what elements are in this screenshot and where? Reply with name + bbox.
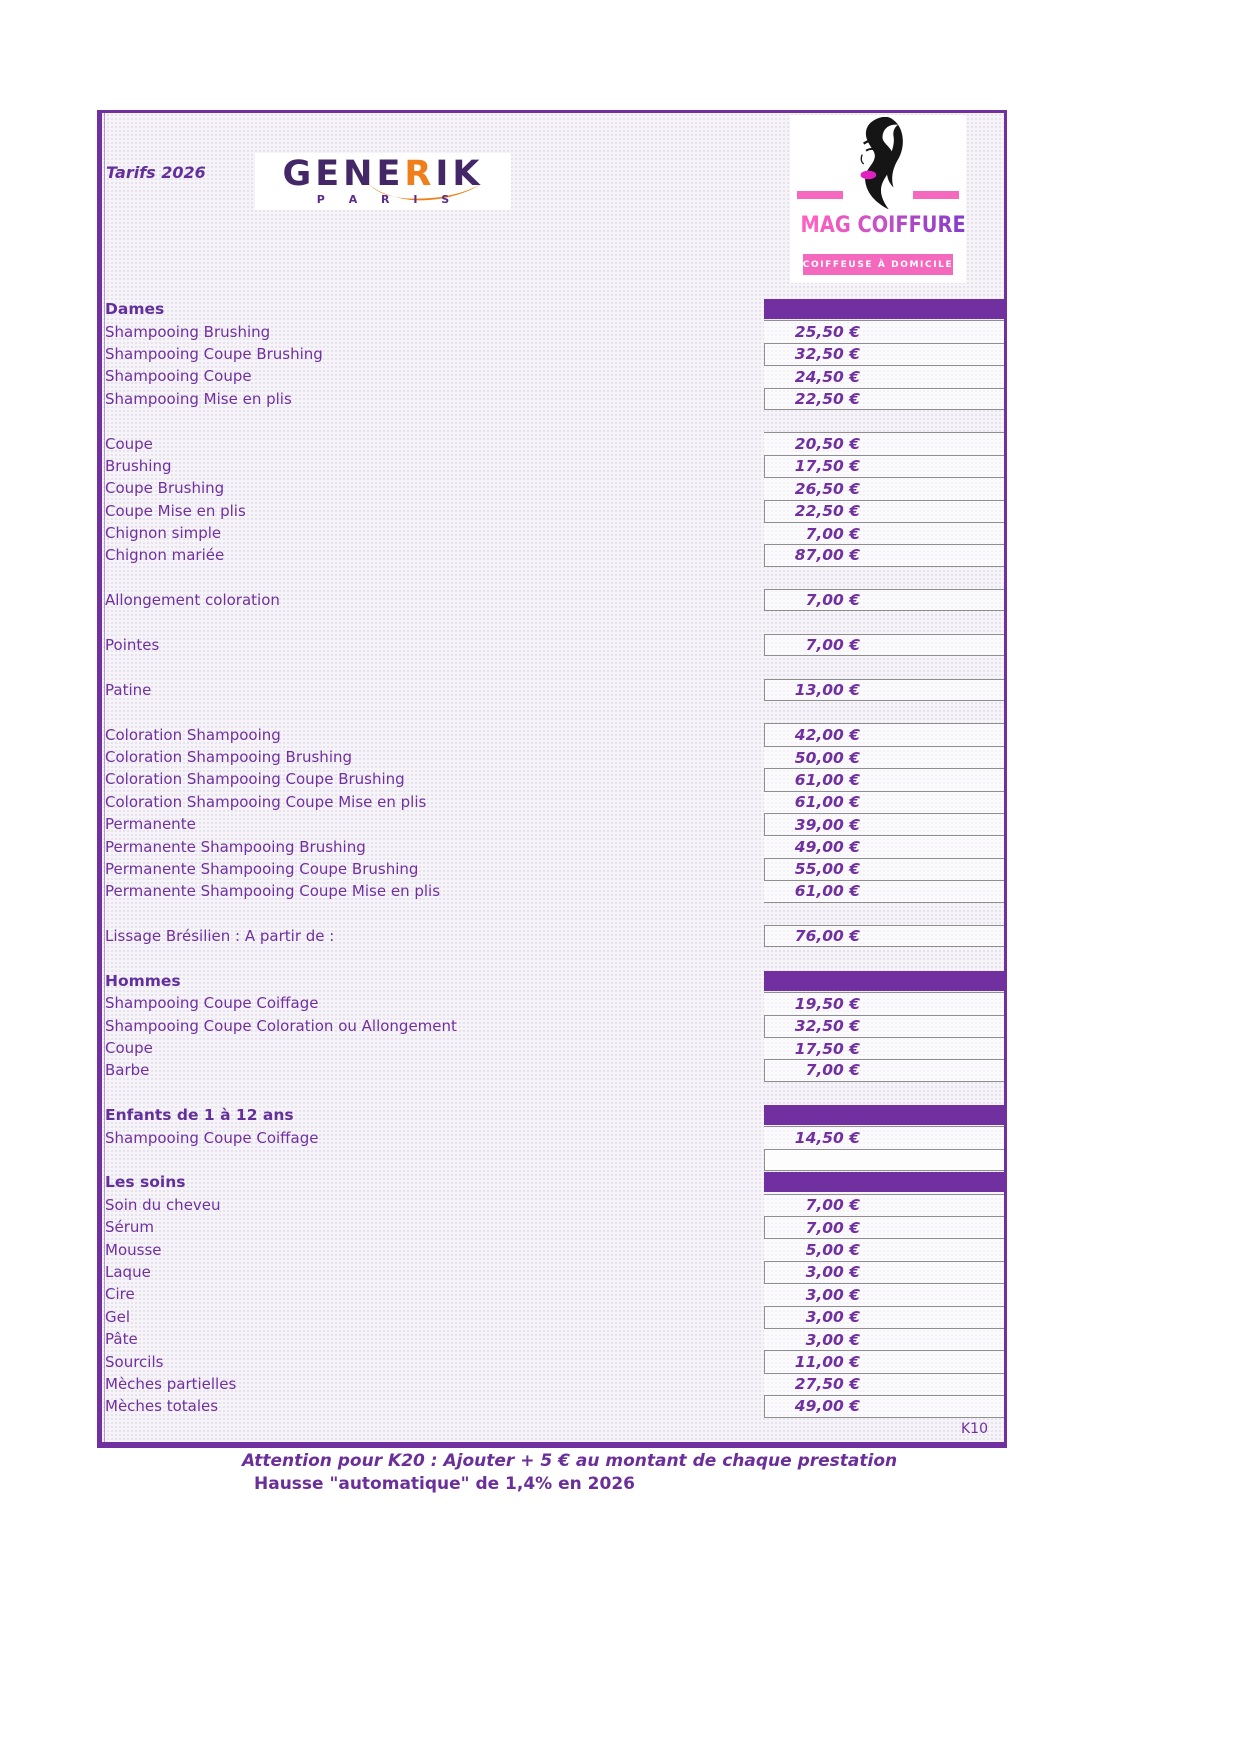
- price-row: [102, 880, 1004, 902]
- price-column: [764, 656, 1004, 678]
- spacer-row: [102, 611, 1004, 633]
- price-row: [102, 388, 1004, 410]
- price-cell: [764, 1395, 1004, 1417]
- price-value: 42,00 €: [794, 726, 860, 745]
- price-row: [102, 1216, 1004, 1238]
- price-column: [764, 522, 1004, 544]
- woman-silhouette-icon: [834, 117, 920, 211]
- price-cell: [764, 500, 1004, 522]
- price-column: [764, 1149, 1004, 1171]
- mag-coiffure-logo: [790, 115, 966, 283]
- price-table-rows: [102, 298, 1004, 1440]
- price-column: [764, 611, 1004, 633]
- price-column: [764, 746, 1004, 768]
- mag-wordmark-letter: F: [908, 213, 922, 238]
- price-row: [102, 1126, 1004, 1148]
- price-row: [102, 365, 1004, 387]
- price-value: 20,50 €: [794, 435, 860, 454]
- tariff-sheet: [97, 110, 1007, 1448]
- price-value: 87,00 €: [794, 546, 860, 565]
- price-column: [764, 1037, 1004, 1059]
- price-column: [764, 567, 1004, 589]
- service-label: [102, 567, 764, 589]
- price-column: [764, 634, 1004, 656]
- section-title: Dames: [105, 300, 165, 319]
- price-column: [764, 298, 1004, 320]
- price-column: [764, 1059, 1004, 1081]
- price-column: [764, 925, 1004, 947]
- price-column: [764, 1283, 1004, 1305]
- section-bar: [764, 1172, 1004, 1192]
- service-label: Permanente Shampooing Brushing: [105, 837, 366, 856]
- price-column: [764, 947, 1004, 969]
- price-value: 7,00 €: [805, 1218, 860, 1237]
- price-cell: [764, 813, 1004, 835]
- price-row: [102, 1261, 1004, 1283]
- service-label: Permanente Shampooing Coupe Mise en plis: [105, 882, 441, 901]
- service-label: Mèches totales: [105, 1397, 219, 1416]
- price-row: [102, 791, 1004, 813]
- price-column: [764, 320, 1004, 342]
- price-column: [764, 477, 1004, 499]
- price-value: 14,50 €: [794, 1129, 860, 1148]
- empty-cell-row: [102, 1149, 1004, 1171]
- price-column: [764, 1216, 1004, 1238]
- price-row: [102, 746, 1004, 768]
- mag-wordmark-letter: I: [888, 213, 896, 238]
- spacer-row: [102, 410, 1004, 432]
- price-row: [102, 500, 1004, 522]
- price-value: 3,00 €: [805, 1308, 860, 1327]
- price-value: 3,00 €: [805, 1285, 860, 1304]
- generik-logo: [255, 153, 511, 210]
- price-column: [764, 1104, 1004, 1126]
- spacer-row: [102, 903, 1004, 925]
- price-cell: [764, 1328, 1004, 1350]
- price-cell: [764, 880, 1004, 902]
- price-value: 24,50 €: [794, 367, 860, 386]
- price-cell: [764, 1261, 1004, 1283]
- price-row: [102, 723, 1004, 745]
- section-title: Hommes: [105, 971, 181, 990]
- service-label: [102, 1082, 764, 1104]
- service-label: Coupe Brushing: [105, 479, 225, 498]
- service-label: [102, 701, 764, 723]
- price-cell: [764, 1015, 1004, 1037]
- price-cell: [764, 432, 1004, 454]
- price-row: [102, 477, 1004, 499]
- price-value: 19,50 €: [794, 994, 860, 1013]
- price-row: [102, 320, 1004, 342]
- price-value: 50,00 €: [794, 748, 860, 767]
- price-column: [764, 1238, 1004, 1260]
- price-value: 17,50 €: [794, 457, 860, 476]
- section-row: [102, 1104, 1004, 1126]
- page-title: Tarifs 2026: [106, 163, 206, 182]
- mag-left-bar: [797, 191, 843, 199]
- service-label: Permanente Shampooing Coupe Brushing: [105, 859, 419, 878]
- service-label: Barbe: [105, 1061, 150, 1080]
- service-label: Shampooing Coupe: [105, 367, 252, 386]
- footnote-k20: Attention pour K20 : Ajouter + 5 € au montant de chaque prestation: [242, 1451, 898, 1471]
- price-column: [764, 1194, 1004, 1216]
- service-label: [102, 1149, 764, 1171]
- price-column: [764, 858, 1004, 880]
- generik-wordmark-pre: GENE: [282, 154, 405, 194]
- price-cell: [764, 1306, 1004, 1328]
- mag-wordmark: [800, 213, 966, 238]
- price-row: [102, 1373, 1004, 1395]
- price-cell: [764, 388, 1004, 410]
- price-column: [764, 343, 1004, 365]
- service-label: Coupe Mise en plis: [105, 501, 246, 520]
- price-column: [764, 388, 1004, 410]
- service-label: Allongement coloration: [105, 591, 280, 610]
- price-cell: [764, 1216, 1004, 1238]
- generik-wordmark-accent: R: [404, 154, 436, 194]
- price-cell: [764, 1194, 1004, 1216]
- price-column: [764, 432, 1004, 454]
- section-title: Enfants de 1 à 12 ans: [105, 1106, 294, 1125]
- price-column: [764, 880, 1004, 902]
- spacer-row: [102, 947, 1004, 969]
- price-row: [102, 589, 1004, 611]
- service-label: Coloration Shampooing: [105, 725, 281, 744]
- mag-wordmark-letter: [851, 213, 858, 238]
- generik-wordmark-post: IK: [435, 154, 484, 194]
- price-row: [102, 343, 1004, 365]
- price-row: [102, 1350, 1004, 1372]
- service-label: Sourcils: [105, 1352, 164, 1371]
- price-cell: [764, 343, 1004, 365]
- price-value: 13,00 €: [794, 680, 860, 699]
- price-column: [764, 701, 1004, 723]
- price-cell: [764, 1037, 1004, 1059]
- price-value: 25,50 €: [794, 323, 860, 342]
- price-value: 17,50 €: [794, 1039, 860, 1058]
- price-value: 3,00 €: [805, 1263, 860, 1282]
- price-value: 39,00 €: [794, 815, 860, 834]
- price-value: 22,50 €: [794, 502, 860, 521]
- service-label: Mèches partielles: [105, 1374, 237, 1393]
- price-row: [102, 768, 1004, 790]
- price-row: [102, 1328, 1004, 1350]
- section-bar: [764, 971, 1004, 991]
- price-column: [764, 903, 1004, 925]
- price-row: [102, 1306, 1004, 1328]
- price-row: [102, 455, 1004, 477]
- price-column: [764, 544, 1004, 566]
- price-cell: [764, 1059, 1004, 1081]
- price-column: [764, 813, 1004, 835]
- price-cell: [764, 835, 1004, 857]
- mag-badge: COIFFEUSE À DOMICILE: [803, 254, 953, 275]
- service-label: Coloration Shampooing Brushing: [105, 748, 353, 766]
- service-label: Lissage Brésilien : A partir de :: [105, 927, 335, 946]
- price-value: 3,00 €: [805, 1330, 860, 1349]
- section-title: Les soins: [105, 1173, 186, 1192]
- price-value: 7,00 €: [805, 591, 860, 610]
- price-row: [102, 634, 1004, 656]
- service-label: Shampooing Coupe Coiffage: [105, 994, 319, 1013]
- sheet-code: K10: [961, 1420, 988, 1437]
- mag-wordmark-letter: C: [857, 213, 872, 238]
- price-row: [102, 1015, 1004, 1037]
- generik-paris-label: P A R I S: [316, 193, 460, 206]
- price-column: [764, 768, 1004, 790]
- price-row: [102, 858, 1004, 880]
- service-label: Brushing: [105, 456, 172, 475]
- service-label: [102, 611, 764, 633]
- sheet-code-row: [102, 1418, 1004, 1440]
- service-label: Gel: [105, 1307, 131, 1326]
- price-column: [764, 992, 1004, 1014]
- spacer-row: [102, 656, 1004, 678]
- price-column: [764, 1350, 1004, 1372]
- mag-wordmark-letter: O: [871, 213, 889, 238]
- section-bar: [764, 299, 1004, 319]
- price-cell: [764, 723, 1004, 745]
- price-value: 22,50 €: [794, 389, 860, 408]
- price-column: [764, 1418, 1004, 1440]
- price-row: [102, 1283, 1004, 1305]
- mag-wordmark-letter: U: [921, 213, 938, 238]
- price-value: 32,50 €: [794, 1017, 860, 1036]
- service-label: [102, 1418, 764, 1440]
- price-value: 7,00 €: [805, 1061, 860, 1080]
- price-cell: [764, 522, 1004, 544]
- price-cell: [764, 925, 1004, 947]
- mag-wordmark-letter: R: [937, 213, 953, 238]
- section-row: [102, 970, 1004, 992]
- price-cell: [764, 1373, 1004, 1395]
- service-label: Laque: [105, 1262, 151, 1281]
- price-cell: [764, 1238, 1004, 1260]
- spacer-row: [102, 701, 1004, 723]
- service-label: Pâte: [105, 1330, 138, 1349]
- price-value: 76,00 €: [794, 927, 860, 946]
- mag-wordmark-letter: G: [834, 213, 851, 238]
- service-label: Coloration Shampooing Coupe Mise en plis: [105, 792, 427, 811]
- service-label: Patine: [105, 680, 152, 699]
- price-row: [102, 544, 1004, 566]
- price-row: [102, 813, 1004, 835]
- price-column: [764, 1261, 1004, 1283]
- footnotes: [97, 1451, 1007, 1494]
- price-cell: [764, 477, 1004, 499]
- mag-wordmark-letter: F: [895, 213, 909, 238]
- service-label: Chignon simple: [105, 524, 222, 543]
- mag-right-bar: [913, 191, 959, 199]
- price-column: [764, 455, 1004, 477]
- price-value: 27,50 €: [794, 1375, 860, 1394]
- price-value: 5,00 €: [805, 1241, 860, 1260]
- price-cell: [764, 320, 1004, 342]
- price-value: 32,50 €: [794, 345, 860, 364]
- price-value: 7,00 €: [805, 524, 860, 543]
- mag-wordmark-letter: A: [819, 213, 835, 238]
- service-label: Cire: [105, 1285, 135, 1304]
- service-label: Coupe: [105, 434, 153, 453]
- price-value: 26,50 €: [794, 479, 860, 498]
- service-label: Permanente: [105, 815, 196, 834]
- price-column: [764, 1395, 1004, 1417]
- service-label: Mousse: [105, 1240, 162, 1259]
- price-column: [764, 1015, 1004, 1037]
- service-label: [102, 947, 764, 969]
- empty-price-cell: [764, 1149, 1004, 1171]
- service-label: Coloration Shampooing Coupe Brushing: [105, 770, 405, 789]
- price-cell: [764, 544, 1004, 566]
- price-cell: [764, 634, 1004, 656]
- price-cell: [764, 858, 1004, 880]
- price-column: [764, 500, 1004, 522]
- price-column: [764, 1373, 1004, 1395]
- spacer-row: [102, 1082, 1004, 1104]
- price-cell: [764, 1350, 1004, 1372]
- price-value: 61,00 €: [794, 770, 860, 789]
- price-cell: [764, 791, 1004, 813]
- price-column: [764, 365, 1004, 387]
- price-column: [764, 410, 1004, 432]
- service-label: [102, 903, 764, 925]
- generik-wordmark: [282, 154, 484, 194]
- mag-wordmark-letter: M: [800, 213, 820, 238]
- service-label: Chignon mariée: [105, 546, 225, 565]
- service-label: Coupe: [105, 1039, 153, 1058]
- price-row: [102, 432, 1004, 454]
- price-cell: [764, 746, 1004, 768]
- price-value: 7,00 €: [805, 1196, 860, 1215]
- price-value: 49,00 €: [794, 838, 860, 857]
- price-column: [764, 1126, 1004, 1148]
- service-label: Shampooing Brushing: [105, 322, 271, 341]
- price-column: [764, 791, 1004, 813]
- section-row: [102, 298, 1004, 320]
- service-label: Pointes: [105, 636, 160, 655]
- price-value: 7,00 €: [805, 636, 860, 655]
- price-value: 61,00 €: [794, 793, 860, 812]
- service-label: Shampooing Coupe Brushing: [105, 344, 323, 363]
- price-column: [764, 679, 1004, 701]
- service-label: Soin du cheveu: [105, 1195, 221, 1214]
- price-row: [102, 1238, 1004, 1260]
- service-label: [102, 656, 764, 678]
- price-row: [102, 1037, 1004, 1059]
- section-bar: [764, 1105, 1004, 1125]
- service-label: Shampooing Coupe Coiffage: [105, 1128, 319, 1147]
- footnote-hausse: Hausse "automatique" de 1,4% en 2026: [254, 1474, 635, 1494]
- price-value: 49,00 €: [794, 1397, 860, 1416]
- price-value: 11,00 €: [794, 1353, 860, 1372]
- spacer-row: [102, 567, 1004, 589]
- price-row: [102, 522, 1004, 544]
- section-row: [102, 1171, 1004, 1193]
- service-label: Shampooing Coupe Coloration ou Allongement: [105, 1016, 457, 1035]
- service-label: Shampooing Mise en plis: [105, 389, 292, 408]
- price-value: 61,00 €: [794, 882, 860, 901]
- price-row: [102, 992, 1004, 1014]
- price-row: [102, 1395, 1004, 1417]
- service-label: Sérum: [105, 1218, 155, 1237]
- service-label: [102, 410, 764, 432]
- price-cell: [764, 768, 1004, 790]
- price-row: [102, 679, 1004, 701]
- mag-wordmark-letter: E: [952, 213, 966, 238]
- price-row: [102, 835, 1004, 857]
- price-cell: [764, 679, 1004, 701]
- price-row: [102, 925, 1004, 947]
- price-column: [764, 1306, 1004, 1328]
- price-column: [764, 835, 1004, 857]
- price-cell: [764, 992, 1004, 1014]
- price-cell: [764, 1283, 1004, 1305]
- price-cell: [764, 455, 1004, 477]
- price-column: [764, 1082, 1004, 1104]
- price-row: [102, 1194, 1004, 1216]
- price-column: [764, 589, 1004, 611]
- price-column: [764, 1171, 1004, 1193]
- price-column: [764, 723, 1004, 745]
- price-column: [764, 1328, 1004, 1350]
- price-row: [102, 1059, 1004, 1081]
- price-cell: [764, 589, 1004, 611]
- price-cell: [764, 365, 1004, 387]
- price-column: [764, 970, 1004, 992]
- price-cell: [764, 1126, 1004, 1148]
- price-value: 55,00 €: [794, 860, 860, 879]
